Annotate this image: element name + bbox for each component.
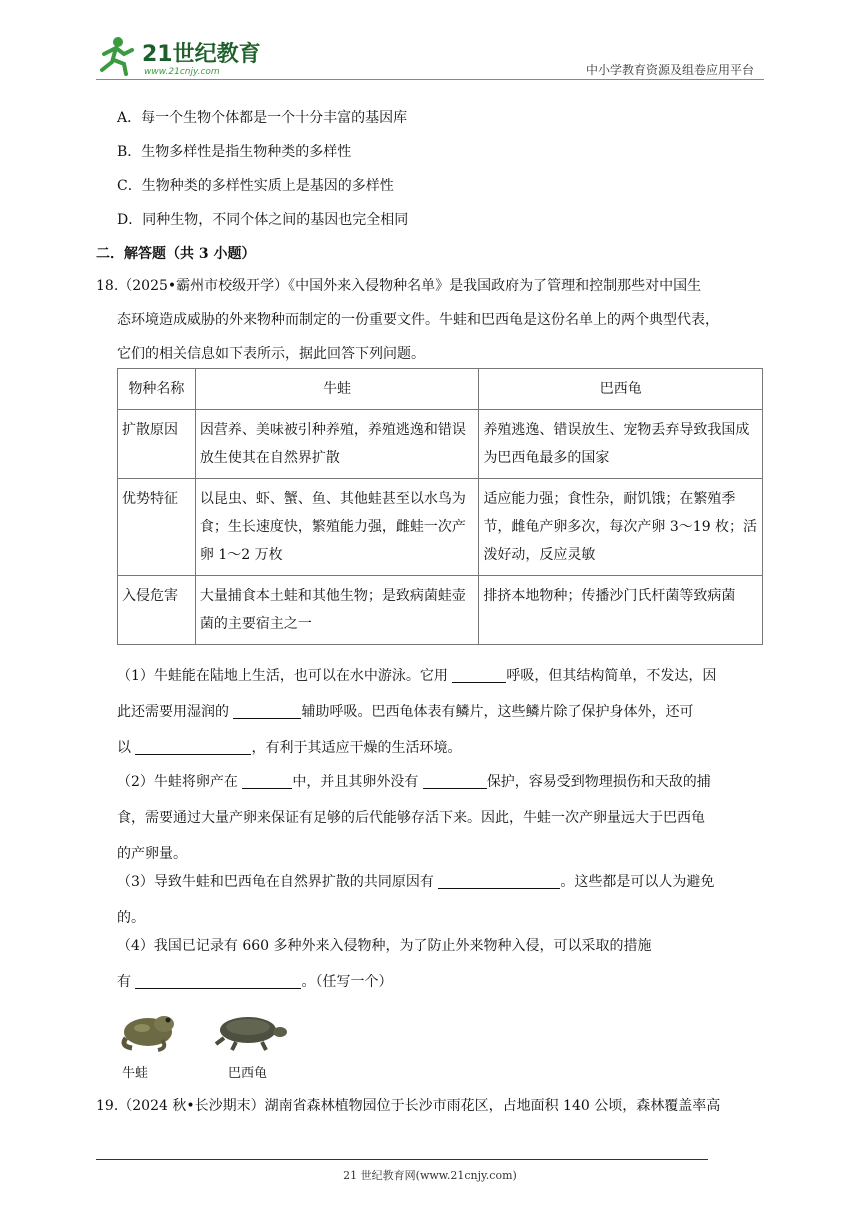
- q18-number: 18.: [96, 278, 119, 294]
- table-cell: 以昆虫、虾、蟹、鱼、其他蛙甚至以水鸟为食；生长速度快，繁殖能力强，雌蛙一次产卵 1～2 万枚: [195, 479, 479, 576]
- text: （4）我国已记录有 660 多种外来入侵物种，为了防止外来物种入侵，可以采取的措施: [117, 938, 652, 954]
- table-cell: 入侵危害: [118, 576, 196, 645]
- text: 此还需要用湿润的: [117, 704, 234, 720]
- text: 的。: [117, 910, 145, 926]
- header-platform-text: 中小学教育资源及组卷应用平台: [585, 63, 754, 77]
- table-header-cell: 巴西龟: [479, 369, 763, 410]
- text: （1）牛蛙能在陆地上生活，也可以在水中游泳。它用: [117, 668, 453, 684]
- text: 食，需要通过大量产卵来保证有足够的后代能够存活下来。因此，牛蛙一次产卵量远大于巴西龟: [117, 810, 705, 826]
- text: （3）导致牛蛙和巴西龟在自然界扩散的共同原因有: [117, 874, 439, 890]
- answer-blank[interactable]: [135, 972, 301, 989]
- frog-label: 牛蛙: [122, 1066, 149, 1081]
- sub-question-2: [117, 764, 764, 872]
- frog-turtle-image: [112, 1002, 292, 1058]
- frog-icon: [124, 1016, 174, 1050]
- footer-text: 21 世纪教育网(www.21cnjy.com): [343, 1169, 517, 1182]
- footer-divider: [96, 1159, 708, 1160]
- text: 有: [117, 974, 136, 990]
- option-a: A．每一个生物个体都是一个十分丰富的基因库: [117, 110, 408, 126]
- sub-question-1: [117, 658, 764, 766]
- q18-line2: 态环境造成威胁的外来物种而制定的一份重要文件。牛蛙和巴西龟是这份名单上的两个典型代表，: [117, 312, 719, 328]
- sub-question-3: [117, 864, 764, 936]
- species-table: [117, 368, 763, 645]
- turtle-icon: [216, 1017, 287, 1050]
- answer-blank[interactable]: [452, 666, 506, 683]
- option-d: D．同种生物，不同个体之间的基因也完全相同: [117, 212, 409, 228]
- table-header-row: [118, 369, 763, 410]
- answer-blank[interactable]: [423, 772, 487, 789]
- turtle-label: 巴西龟: [228, 1066, 268, 1081]
- text: 以: [117, 740, 136, 756]
- option-b: B．生物多样性是指生物种类的多样性: [117, 144, 352, 160]
- table-cell: 养殖逃逸、错误放生、宠物丢弃导致我国成为巴西龟最多的国家: [479, 410, 763, 479]
- text: 。（任写一个）: [301, 974, 393, 990]
- table-cell: 排挤本地物种；传播沙门氏杆菌等致病菌: [479, 576, 763, 645]
- species-images: [112, 1002, 292, 1082]
- text: 的产卵量。: [117, 846, 187, 862]
- text: 保护，容易受到物理损伤和天敌的捕: [486, 774, 711, 790]
- table-row: [118, 410, 763, 479]
- text: 辅助呼吸。巴西龟体表有鳞片，这些鳞片除了保护身体外，还可: [301, 704, 694, 720]
- text: 。这些都是可以人为避免: [560, 874, 715, 890]
- sub-question-4: [117, 928, 764, 1000]
- table-row: [118, 479, 763, 576]
- text: 呼吸，但其结构简单，不发达，因: [506, 668, 717, 684]
- answer-blank[interactable]: [233, 702, 301, 719]
- text: ，有利于其适应干燥的生活环境。: [251, 740, 462, 756]
- table-row: [118, 576, 763, 645]
- answer-blank[interactable]: [438, 872, 560, 889]
- site-logo: [96, 34, 266, 78]
- table-cell: 扩散原因: [118, 410, 196, 479]
- table-cell: 大量捕食本土蛙和其他生物；是致病菌蛙壶菌的主要宿主之一: [195, 576, 479, 645]
- q18-line1: [96, 276, 764, 296]
- text: 中，并且其卵外没有: [292, 774, 423, 790]
- svg-text:www.21cnjy.com: www.21cnjy.com: [144, 67, 220, 77]
- runner-logo-icon: [96, 34, 266, 78]
- table-header-cell: 牛蛙: [195, 369, 479, 410]
- q18-text-1: （2025•霸州市校级开学）《中国外来入侵物种名单》是我国政府为了管理和控制那些对中国生: [118, 278, 702, 294]
- table-cell: 适应能力强；食性杂，耐饥饿；在繁殖季节，雌龟产卵多次，每次产卵 3～19 枚；活泼好动，反应灵敏: [479, 479, 763, 576]
- table-cell: 因营养、美味被引种养殖，养殖逃逸和错误放生使其在自然界扩散: [195, 410, 479, 479]
- answer-blank[interactable]: [135, 738, 251, 755]
- table-header-cell: 物种名称: [118, 369, 196, 410]
- header-divider: [96, 79, 764, 80]
- text: （2）牛蛙将卵产在: [117, 774, 243, 790]
- section-title: 二．解答题（共 3 小题）: [96, 246, 256, 262]
- svg-text:21世纪教育: 21世纪教育: [142, 42, 261, 67]
- option-c: C．生物种类的多样性实质上是基因的多样性: [117, 178, 394, 194]
- table-cell: 优势特征: [118, 479, 196, 576]
- q18-line3: 它们的相关信息如下表所示，据此回答下列问题。: [117, 346, 425, 362]
- q19-line1: 19.（2024 秋•长沙期末）湖南省森林植物园位于长沙市雨花区，占地面积 140 公顷，森林覆盖率高: [96, 1098, 721, 1114]
- answer-blank[interactable]: [242, 772, 292, 789]
